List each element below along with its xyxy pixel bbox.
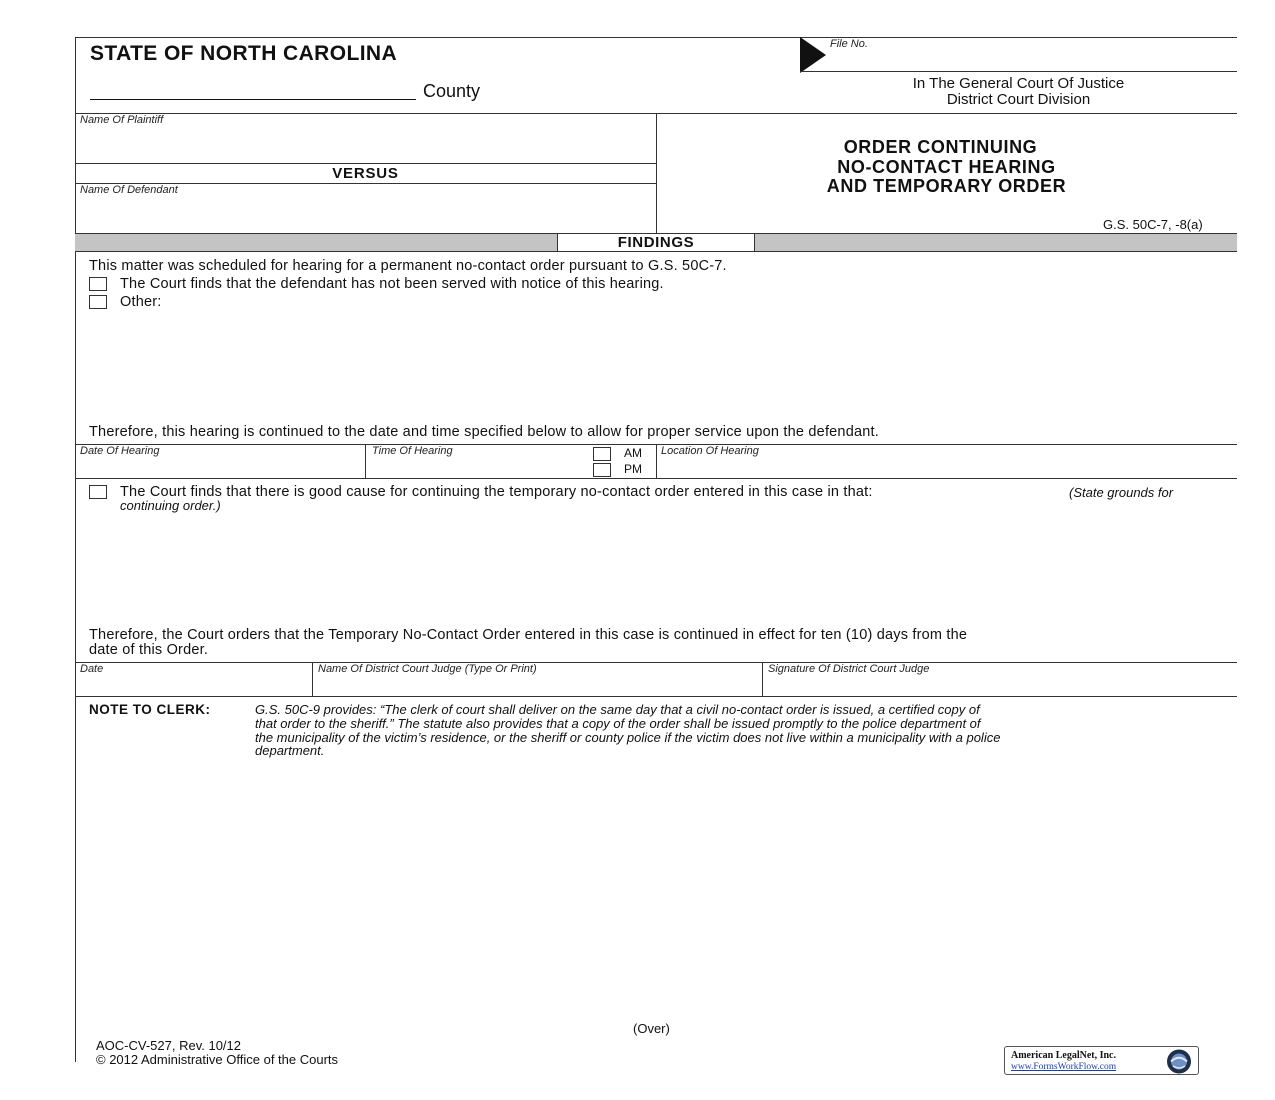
good-cause-checkbox[interactable]	[89, 485, 107, 499]
hearing-divider-2	[656, 444, 657, 478]
form-number: AOC-CV-527, Rev. 10/12	[96, 1038, 241, 1053]
order-title	[656, 138, 1237, 197]
not-served-text: The Court finds that the defendant has not been served with notice of this hearing.	[120, 276, 664, 292]
order-title-line-3: AND TEMPORARY ORDER	[826, 176, 1067, 196]
findings-heading: FINDINGS	[557, 233, 755, 252]
good-cause-note-2: continuing order.)	[120, 498, 221, 513]
clerk-note-line-2: that order to the sheriff.” The statute also provides that a copy of the order shall be issued promptly to the police department of	[255, 715, 981, 731]
pm-checkbox[interactable]	[593, 463, 611, 477]
plaintiff-divider	[75, 163, 656, 164]
signature-divider-2	[762, 662, 763, 696]
signature-row-top	[75, 662, 1237, 663]
left-border	[75, 37, 76, 1062]
order-title-line-2: NO-CONTACT HEARING	[837, 156, 1056, 177]
hearing-divider-1	[365, 444, 366, 478]
clerk-note-label: NOTE TO CLERK:	[89, 702, 211, 717]
file-no-underline	[800, 71, 1237, 72]
good-cause-text-area[interactable]	[120, 515, 1220, 620]
continued-statement: Therefore, this hearing is continued to the date and time specified below to allow for proper service upon the defendant.	[89, 424, 879, 440]
clerk-note-line-3: the municipality of the victim’s residence, or the sheriff or county police if the victim does not live within a municipality with a police	[255, 729, 1001, 745]
am-label: AM	[624, 446, 642, 460]
judge-name-field[interactable]	[318, 676, 758, 694]
clerk-note-text	[255, 703, 1000, 758]
defendant-label: Name Of Defendant	[80, 184, 178, 196]
order-title-line-1: ORDER CONTINUING	[843, 137, 1038, 157]
signature-row-bottom	[75, 696, 1237, 697]
file-no-label: File No.	[830, 38, 868, 50]
vendor-url[interactable]: www.FormsWorkFlow.com	[1011, 1062, 1117, 1072]
file-no-field[interactable]	[830, 50, 1235, 70]
vendor-badge[interactable]	[1004, 1046, 1199, 1075]
judge-signature-field[interactable]	[768, 676, 1233, 694]
hearing-time-field[interactable]	[372, 458, 587, 476]
order-date-field[interactable]	[78, 676, 308, 694]
judge-name-label: Name Of District Court Judge (Type Or Print)	[318, 663, 537, 675]
defendant-field[interactable]	[78, 200, 652, 230]
clerk-note-line-1: G.S. 50C-9 provides: “The clerk of court shall deliver on the same day that a civil no-contact order is issued, a certified copy of	[255, 702, 980, 717]
globe-logo-icon	[1161, 1048, 1197, 1075]
county-label: County	[423, 81, 481, 101]
order-date-label: Date	[80, 663, 104, 675]
top-border	[75, 37, 1237, 38]
state-title: STATE OF NORTH CAROLINA	[90, 42, 398, 65]
other-label: Other:	[120, 294, 162, 310]
versus-label: VERSUS	[332, 165, 399, 182]
vendor-name: American LegalNet, Inc.	[1011, 1050, 1116, 1061]
continued-order-line-2: date of this Order.	[89, 642, 209, 658]
not-served-checkbox[interactable]	[89, 277, 107, 291]
hearing-location-field[interactable]	[661, 458, 1231, 476]
copyright: © 2012 Administrative Office of the Courts	[96, 1052, 339, 1067]
good-cause-text: The Court finds that there is good cause for continuing the temporary no-contact order entered in this case in that:	[120, 484, 873, 500]
over-indicator: (Over)	[633, 1021, 670, 1036]
statute-reference: G.S. 50C-7, -8(a)	[1103, 217, 1203, 232]
pm-label: PM	[624, 462, 642, 476]
plaintiff-label: Name Of Plaintiff	[80, 114, 164, 126]
court-line-1: In The General Court Of Justice	[912, 75, 1125, 92]
continued-order-line-1: Therefore, the Court orders that the Temporary No-Contact Order entered in this case is continued in effect for ten (10) days from the	[89, 627, 968, 643]
am-checkbox[interactable]	[593, 447, 611, 461]
good-cause-note-1: (State grounds for	[1069, 485, 1174, 500]
signature-divider-1	[312, 662, 313, 696]
hearing-date-label: Date Of Hearing	[80, 445, 160, 457]
court-name	[800, 76, 1237, 108]
hearing-location-label: Location Of Hearing	[661, 445, 759, 457]
other-checkbox[interactable]	[89, 295, 107, 309]
hearing-row-bottom	[75, 478, 1237, 479]
file-no-arrow-icon	[800, 37, 828, 73]
clerk-note-line-4: department.	[255, 743, 325, 759]
findings-intro: This matter was scheduled for hearing for a permanent no-contact order pursuant to G.S. 50C-7.	[89, 258, 727, 274]
judge-signature-label: Signature Of District Court Judge	[768, 663, 930, 675]
hearing-date-field[interactable]	[78, 458, 363, 476]
court-line-2: District Court Division	[946, 91, 1091, 108]
hearing-time-label: Time Of Hearing	[372, 445, 453, 457]
other-text-area[interactable]	[120, 312, 1220, 417]
plaintiff-field[interactable]	[78, 130, 652, 160]
county-input-line[interactable]	[90, 99, 416, 100]
